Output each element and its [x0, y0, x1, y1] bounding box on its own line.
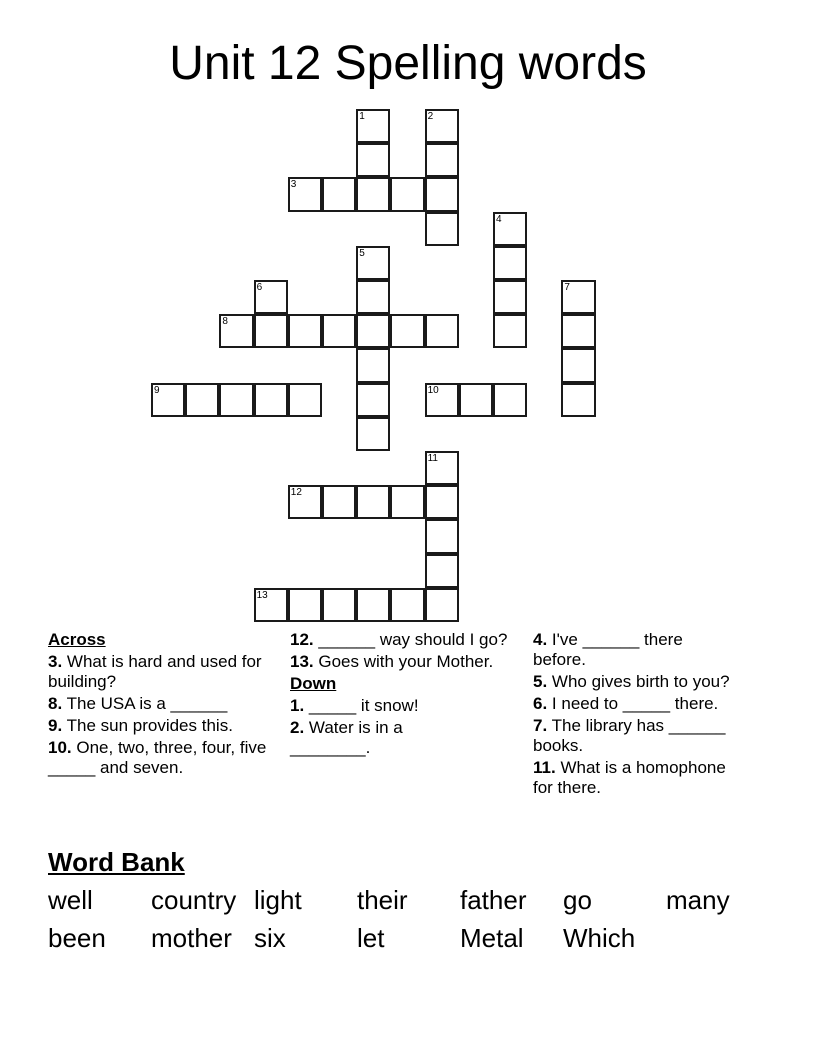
crossword-cell[interactable] [425, 519, 459, 553]
crossword-cell[interactable] [322, 177, 356, 211]
clue-number: 1. [290, 696, 305, 715]
clue-number: 7. [533, 716, 548, 735]
crossword-cell[interactable] [356, 177, 390, 211]
crossword-cell[interactable] [425, 212, 459, 246]
crossword-cell[interactable] [219, 314, 253, 348]
clue-column-1 [48, 630, 278, 780]
clue-down-11 [533, 758, 733, 798]
crossword-cell[interactable] [390, 314, 424, 348]
cell-number: 8 [222, 316, 228, 328]
word-bank-word: their [357, 885, 408, 915]
cell-number: 13 [256, 589, 268, 601]
clue-down-4 [533, 630, 733, 670]
cell-number: 7 [564, 282, 570, 293]
clue-number: 6. [533, 694, 548, 713]
clue-text: Water is in a ________. [290, 718, 403, 757]
crossword-cell[interactable] [425, 383, 459, 417]
crossword-cell[interactable] [425, 177, 459, 211]
word-bank-word: father [460, 885, 527, 915]
crossword-cell[interactable] [288, 177, 322, 211]
cell-number: 11 [427, 453, 438, 464]
down-heading: Down [290, 674, 337, 693]
crossword-cell[interactable] [322, 588, 356, 622]
clue-down-2 [290, 718, 440, 758]
crossword-cell[interactable] [356, 485, 390, 519]
crossword-cell[interactable] [561, 280, 595, 314]
clue-text: Goes with your Mother. [318, 652, 494, 671]
cell-number: 5 [359, 247, 365, 259]
crossword-cell[interactable] [493, 383, 527, 417]
clue-across-13 [290, 652, 515, 672]
crossword-cell[interactable] [561, 348, 595, 382]
clue-number: 5. [533, 672, 548, 691]
word-bank-word: country [151, 885, 237, 915]
clue-number: 13. [290, 652, 314, 671]
crossword-cell[interactable] [425, 554, 459, 588]
clue-across-12 [290, 630, 515, 650]
crossword-grid [152, 110, 632, 630]
crossword-cell[interactable] [459, 383, 493, 417]
crossword-cell[interactable] [390, 588, 424, 622]
word-bank-word: Metal [460, 923, 524, 953]
clue-text: _____ it snow! [308, 696, 419, 715]
crossword-cell[interactable] [254, 314, 288, 348]
crossword-cell[interactable] [425, 588, 459, 622]
cell-number: 6 [256, 282, 263, 293]
clue-text: The sun provides this. [66, 716, 233, 735]
crossword-cell[interactable] [493, 280, 527, 314]
word-bank-title: Word Bank [48, 847, 185, 877]
clue-number: 4. [533, 630, 548, 649]
clue-text: The USA is a ______ [66, 694, 228, 713]
across-heading: Across [48, 630, 106, 649]
clue-text: What is hard and used for building? [48, 652, 262, 691]
crossword-cell[interactable] [425, 109, 459, 143]
clue-number: 2. [290, 718, 305, 737]
clue-across-3 [48, 652, 278, 692]
crossword-cell[interactable] [288, 588, 322, 622]
crossword-cell[interactable] [288, 314, 322, 348]
clue-text: What is a homophone for there. [533, 758, 726, 797]
clue-text: One, two, three, four, five _____ and seven. [48, 738, 267, 777]
crossword-cell[interactable] [493, 212, 527, 246]
word-bank-word: let [357, 923, 385, 953]
clue-text: ______ way should I go? [318, 630, 508, 649]
crossword-cell[interactable] [322, 485, 356, 519]
crossword-cell[interactable] [356, 417, 390, 451]
word-bank-word: Which [563, 923, 636, 953]
clue-column-2 [290, 630, 515, 760]
clue-across-10 [48, 738, 278, 778]
crossword-cell[interactable] [288, 383, 322, 417]
word-bank-word: light [254, 885, 302, 915]
cell-number: 9 [154, 384, 160, 396]
word-bank-word: well [48, 885, 93, 915]
cell-number: 2 [427, 111, 434, 122]
clue-text: I need to _____ there. [551, 694, 719, 713]
crossword-cell[interactable] [425, 143, 459, 177]
crossword-cell[interactable] [254, 588, 288, 622]
cell-number: 3 [290, 179, 297, 191]
crossword-cell[interactable] [356, 588, 390, 622]
crossword-cell[interactable] [425, 314, 459, 348]
crossword-cell[interactable] [425, 485, 459, 519]
clue-down-1 [290, 696, 515, 716]
clue-across-9 [48, 716, 278, 736]
clue-number: 12. [290, 630, 314, 649]
crossword-cell[interactable] [356, 383, 390, 417]
crossword-cell[interactable] [390, 485, 424, 519]
clue-text: Who gives birth to you? [551, 672, 730, 691]
crossword-cell[interactable] [356, 246, 390, 280]
clue-number: 10. [48, 738, 72, 757]
crossword-cell[interactable] [493, 246, 527, 280]
crossword-cell[interactable] [288, 485, 322, 519]
clue-text: The library has ______ books. [533, 716, 726, 755]
crossword-cell[interactable] [493, 314, 527, 348]
crossword-cell[interactable] [254, 280, 288, 314]
crossword-cell[interactable] [561, 383, 595, 417]
crossword-cell[interactable] [356, 143, 390, 177]
crossword-cell[interactable] [356, 314, 390, 348]
crossword-cell[interactable] [356, 280, 390, 314]
word-bank-word: many [666, 885, 730, 915]
crossword-cell[interactable] [322, 314, 356, 348]
clue-number: 8. [48, 694, 63, 713]
clue-down-7 [533, 716, 733, 756]
crossword-cell[interactable] [219, 383, 253, 417]
crossword-cell[interactable] [356, 109, 390, 143]
cell-number: 1 [359, 111, 365, 122]
page-title: Unit 12 Spelling words [169, 37, 647, 90]
crossword-cell[interactable] [561, 314, 595, 348]
word-bank-word: go [563, 885, 592, 915]
cell-number: 12 [290, 487, 302, 499]
word-bank-word: mother [151, 923, 232, 953]
crossword-cell[interactable] [425, 451, 459, 485]
crossword-cell[interactable] [254, 383, 288, 417]
clue-down-5 [533, 672, 733, 692]
clue-text: I've ______ there before. [533, 630, 683, 669]
crossword-cell[interactable] [390, 177, 424, 211]
word-bank-word: six [254, 923, 286, 953]
word-bank-word: been [48, 923, 106, 953]
crossword-cell[interactable] [151, 383, 185, 417]
clue-across-8 [48, 694, 278, 714]
clue-column-3 [533, 630, 733, 800]
crossword-cell[interactable] [185, 383, 219, 417]
crossword-cell[interactable] [356, 348, 390, 382]
clue-number: 11. [533, 758, 556, 777]
cell-number: 10 [427, 384, 439, 396]
cell-number: 4 [496, 213, 502, 225]
clue-number: 9. [48, 716, 63, 735]
clue-down-6 [533, 694, 733, 714]
clue-number: 3. [48, 652, 63, 671]
